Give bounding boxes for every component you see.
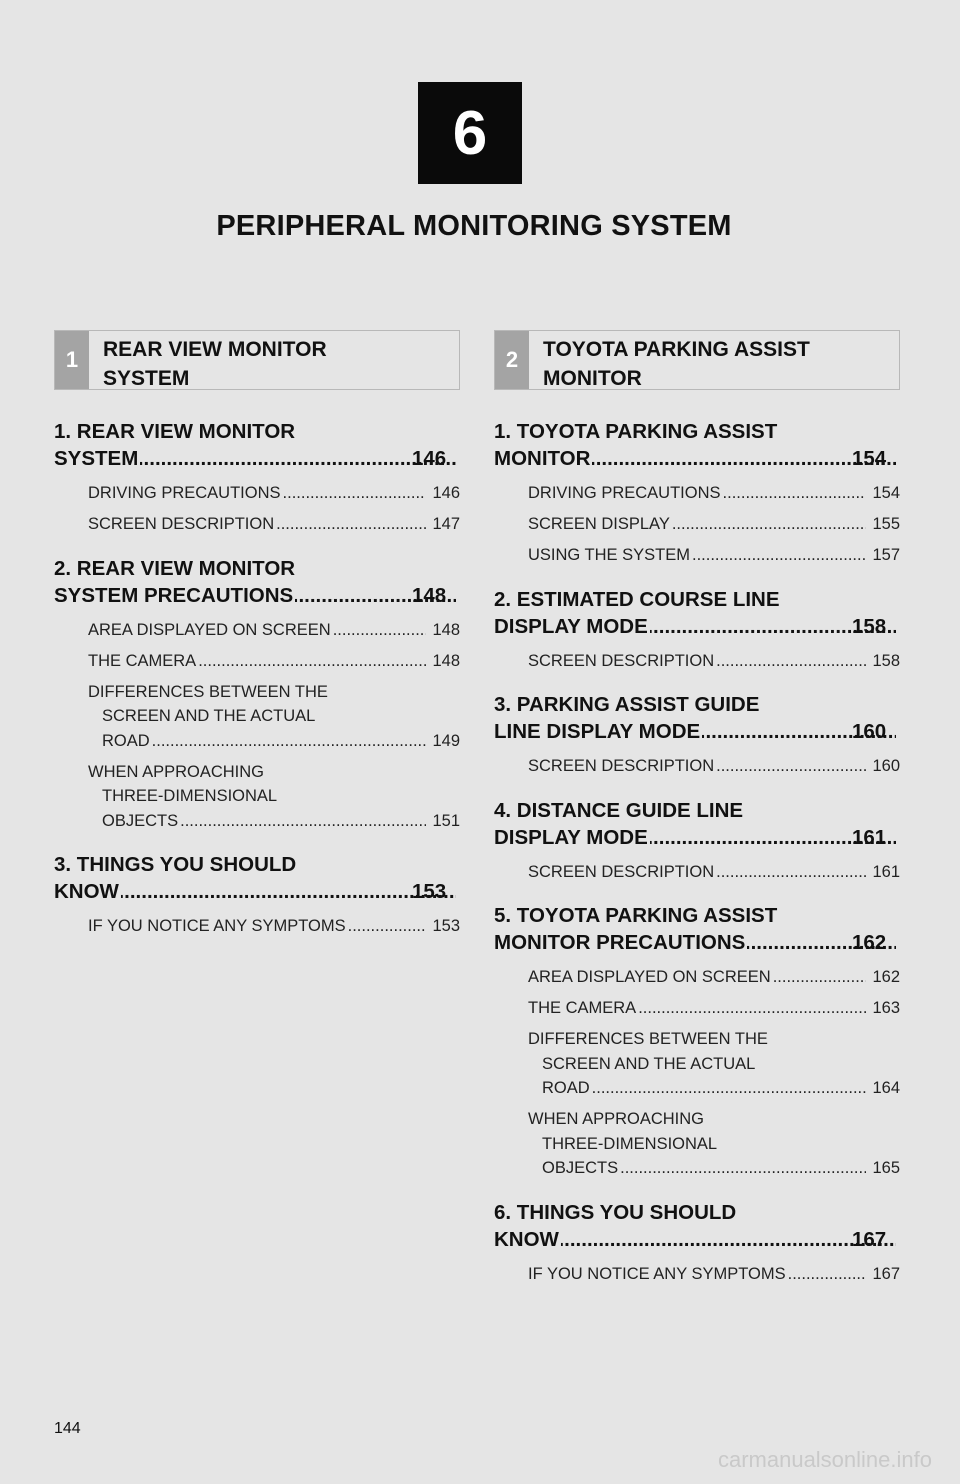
toc-subentry-lastline [88, 809, 460, 834]
toc-subentry-line: DIFFERENCES BETWEEN THE [88, 682, 328, 701]
toc-subentry-lastline [88, 729, 460, 754]
leader-dots [180, 809, 426, 834]
leader-dots [348, 914, 427, 939]
toc-subentry-text: ROAD [102, 731, 150, 750]
toc-entry-title-line1: 1. REAR VIEW MONITOR [54, 420, 296, 443]
section-header [494, 330, 900, 390]
toc-subentry-page: 155 [872, 515, 900, 533]
toc-subentry-page: 149 [432, 731, 460, 750]
toc-entry-title-line1: 5. TOYOTA PARKING ASSIST [494, 904, 778, 927]
toc-entry-title-line1: 6. THINGS YOU SHOULD [494, 1200, 737, 1224]
toc-subentry-text: OBJECTS [102, 811, 179, 830]
leader-dots [773, 965, 867, 990]
leader-dots [592, 445, 896, 472]
toc-entry-title-line1: 2. ESTIMATED COURSE LINE [494, 587, 780, 611]
toc-subentry[interactable] [528, 512, 900, 537]
toc-subentry-text: OBJECTS [542, 1159, 619, 1177]
section-number: 2 [495, 331, 529, 389]
toc-entry-title-text: MONITOR PRECAUTIONS [494, 931, 746, 954]
toc-entry-title-text: DISPLAY MODE [494, 825, 648, 849]
leader-dots [198, 649, 426, 674]
leader-dots [561, 1226, 896, 1253]
toc-subentry-lastline [528, 1076, 900, 1101]
toc-subentry-text: THE CAMERA [88, 651, 197, 670]
toc-subentry-page: 161 [872, 862, 900, 881]
section-title: TOYOTA PARKING ASSIST MONITOR [543, 338, 810, 390]
toc-subentry[interactable] [528, 965, 900, 990]
toc-subentry[interactable] [528, 1262, 900, 1287]
section-header [54, 330, 460, 390]
toc-entry-title-line2: MONITOR PRECAUTIONS ..... 162 [542, 929, 900, 956]
toc-subentry[interactable] [528, 996, 900, 1021]
toc-subentry-page: 153 [432, 917, 460, 935]
toc-entry-title-line1: 3. PARKING ASSIST GUIDE [494, 693, 760, 716]
toc-list [54, 418, 460, 939]
toc-entry-title-line2: SYSTEM ..... 146 [102, 445, 460, 472]
toc-subentry-page: 160 [872, 757, 900, 775]
toc-entry-title-line2: KNOW ..... 167 [542, 1226, 900, 1253]
toc-subentry-line: DIFFERENCES BETWEEN THE [528, 1030, 768, 1048]
toc-entry-title-text: MONITOR [494, 447, 591, 470]
toc-subentry[interactable] [528, 649, 900, 674]
toc-subentry-lastline [528, 1156, 900, 1181]
toc-entry-title-text: DISPLAY MODE [494, 614, 648, 638]
toc-entry-title-line2: MONITOR ..... 154 [542, 445, 900, 472]
toc-entry [494, 902, 900, 1181]
leader-dots [121, 878, 456, 905]
toc-subentries [494, 649, 900, 674]
toc-subentry-line: SCREEN AND THE ACTUAL [542, 1054, 756, 1073]
toc-entry-title[interactable] [494, 418, 900, 472]
toc-subentry-page: 154 [872, 484, 900, 502]
toc-subentry-page: 147 [432, 515, 460, 533]
toc-entry-title-line2: DISPLAY MODE ..... 161 [542, 824, 900, 851]
toc-subentry-page: 148 [432, 620, 460, 639]
toc-entry-title-line2: DISPLAY MODE ..... 158 [542, 613, 900, 640]
toc-entry [494, 1199, 900, 1287]
toc-subentry[interactable] [88, 914, 460, 939]
watermark: carmanualsonline.info [717, 1447, 932, 1472]
toc-subentry[interactable] [88, 760, 460, 834]
toc-subentry-lastline [88, 618, 460, 643]
leader-dots [638, 996, 866, 1021]
toc-entry-title-text: SYSTEM [54, 447, 139, 470]
section-column-1 [54, 330, 460, 957]
toc-subentry-page: 165 [872, 1159, 900, 1177]
toc-entry [494, 797, 900, 885]
toc-subentry-lastline [528, 996, 900, 1021]
toc-subentries [54, 914, 460, 939]
toc-entry-title-text: KNOW [54, 880, 119, 903]
toc-subentry-text: DRIVING PRECAUTIONS [88, 484, 281, 502]
chapter-title: PERIPHERAL MONITORING SYSTEM [216, 210, 732, 242]
toc-subentries [494, 1262, 900, 1287]
toc-subentry-text: IF YOU NOTICE ANY SYMPTOMS [528, 1264, 786, 1283]
toc-subentry-lastline [528, 965, 900, 990]
toc-entry-title-line1: 2. REAR VIEW MONITOR [54, 556, 296, 580]
toc-subentry-page: 146 [432, 484, 460, 502]
toc-subentry-text: IF YOU NOTICE ANY SYMPTOMS [88, 917, 346, 935]
toc-subentry-page: 158 [872, 651, 900, 670]
leader-dots [620, 1156, 866, 1181]
toc-entry-title[interactable] [494, 797, 900, 851]
toc-subentry-line: WHEN APPROACHING [528, 1110, 705, 1128]
leader-dots [692, 543, 866, 568]
toc-subentry-lastline [88, 649, 460, 674]
toc-subentry[interactable] [88, 481, 460, 506]
toc-subentries [494, 860, 900, 885]
leader-dots [333, 618, 427, 643]
leader-dots [276, 512, 426, 537]
toc-subentry[interactable] [528, 754, 900, 779]
page-number: 144 [54, 1420, 81, 1437]
toc-subentry-lastline [528, 512, 900, 537]
toc-subentry-line: WHEN APPROACHING [88, 762, 265, 781]
toc-subentry-page: 167 [872, 1264, 900, 1283]
toc-subentry-text: THE CAMERA [528, 999, 637, 1017]
toc-entry-title[interactable] [494, 586, 900, 640]
chapter-number-badge: 6 [418, 82, 522, 184]
toc-entry-title-text: SYSTEM PRECAUTIONS [54, 583, 294, 607]
toc-subentry-lastline [88, 512, 460, 537]
leader-dots [283, 481, 427, 506]
toc-subentry[interactable] [528, 1027, 900, 1101]
toc-subentry-page: 163 [872, 999, 900, 1017]
toc-entry [54, 555, 460, 834]
toc-subentry-text: SCREEN DESCRIPTION [528, 651, 715, 670]
leader-dots [672, 512, 867, 537]
toc-entry-title[interactable] [54, 555, 460, 609]
toc-subentry-lastline [528, 481, 900, 506]
leader-dots [716, 754, 866, 779]
toc-subentry-lastline [528, 860, 900, 885]
toc-subentry[interactable] [88, 618, 460, 643]
toc-entry-title[interactable] [54, 418, 460, 472]
toc-subentry-text: USING THE SYSTEM [528, 546, 690, 564]
section-column-2 [494, 330, 900, 1304]
toc-subentry[interactable] [528, 1107, 900, 1181]
toc-subentry-lastline [528, 543, 900, 568]
toc-entry-title-line2: SYSTEM PRECAUTIONS ..... 148 [102, 582, 460, 609]
toc-subentry-lastline [528, 649, 900, 674]
toc-entry-title-line2: LINE DISPLAY MODE ..... 160 [542, 718, 900, 745]
toc-entry-title-line1: 1. TOYOTA PARKING ASSIST [494, 420, 778, 443]
toc-subentry[interactable] [88, 512, 460, 537]
toc-entry-title[interactable] [54, 851, 460, 905]
toc-subentry-line: THREE-DIMENSIONAL [542, 1134, 718, 1153]
toc-subentry-text: SCREEN DISPLAY [528, 515, 670, 533]
section-number: 1 [55, 331, 89, 389]
toc-subentry-page: 148 [432, 651, 460, 670]
toc-subentries [494, 481, 900, 568]
toc-entry-title-text: KNOW [494, 1227, 559, 1251]
toc-subentries [54, 618, 460, 834]
toc-subentry-lastline [528, 1262, 900, 1287]
toc-subentry-line: SCREEN AND THE ACTUAL [102, 707, 316, 725]
leader-dots [716, 649, 866, 674]
toc-subentry-page: 151 [432, 811, 460, 830]
toc-subentry-text: AREA DISPLAYED ON SCREEN [528, 968, 771, 986]
toc-subentry-lastline [528, 754, 900, 779]
toc-subentries [494, 754, 900, 779]
leader-dots [723, 481, 867, 506]
toc-entry-title[interactable] [494, 1199, 900, 1253]
toc-entry-title-line2: KNOW ..... 153 [102, 878, 460, 905]
toc-subentry-text: SCREEN DESCRIPTION [88, 515, 275, 533]
toc-subentry-text: ROAD [542, 1079, 590, 1097]
toc-subentry-lastline [88, 481, 460, 506]
section-title: REAR VIEW MONITOR SYSTEM [103, 338, 327, 390]
leader-dots [592, 1076, 867, 1101]
toc-subentry[interactable] [528, 543, 900, 568]
toc-subentry-text: SCREEN DESCRIPTION [528, 757, 715, 775]
toc-subentry-text: AREA DISPLAYED ON SCREEN [88, 620, 331, 639]
toc-subentries [54, 481, 460, 537]
toc-subentry-lastline [88, 914, 460, 939]
toc-subentry-page: 162 [872, 968, 900, 986]
toc-entry-title-line1: 3. THINGS YOU SHOULD [54, 853, 297, 876]
toc-subentries [494, 965, 900, 1181]
toc-entry-title[interactable] [494, 902, 900, 956]
toc-subentry[interactable] [528, 860, 900, 885]
toc-subentry[interactable] [88, 680, 460, 754]
toc-entry [54, 851, 460, 939]
leader-dots [152, 729, 427, 754]
toc-subentry[interactable] [528, 481, 900, 506]
toc-entry-title-line1: 4. DISTANCE GUIDE LINE [494, 798, 744, 822]
toc-subentry-page: 164 [872, 1079, 900, 1097]
toc-subentry-text: DRIVING PRECAUTIONS [528, 484, 721, 502]
toc-entry [494, 586, 900, 674]
toc-subentry-page: 157 [872, 546, 900, 564]
toc-list [494, 418, 900, 1286]
toc-entry-title-text: LINE DISPLAY MODE [494, 720, 701, 743]
toc-entry [494, 418, 900, 568]
toc-subentry[interactable] [88, 649, 460, 674]
toc-entry [54, 418, 460, 537]
toc-entry-title[interactable] [494, 691, 900, 745]
toc-entry [494, 691, 900, 779]
toc-subentry-text: SCREEN DESCRIPTION [528, 862, 715, 881]
leader-dots [140, 445, 456, 472]
leader-dots [788, 1262, 867, 1287]
leader-dots [716, 860, 866, 885]
toc-subentry-line: THREE-DIMENSIONAL [102, 787, 278, 805]
